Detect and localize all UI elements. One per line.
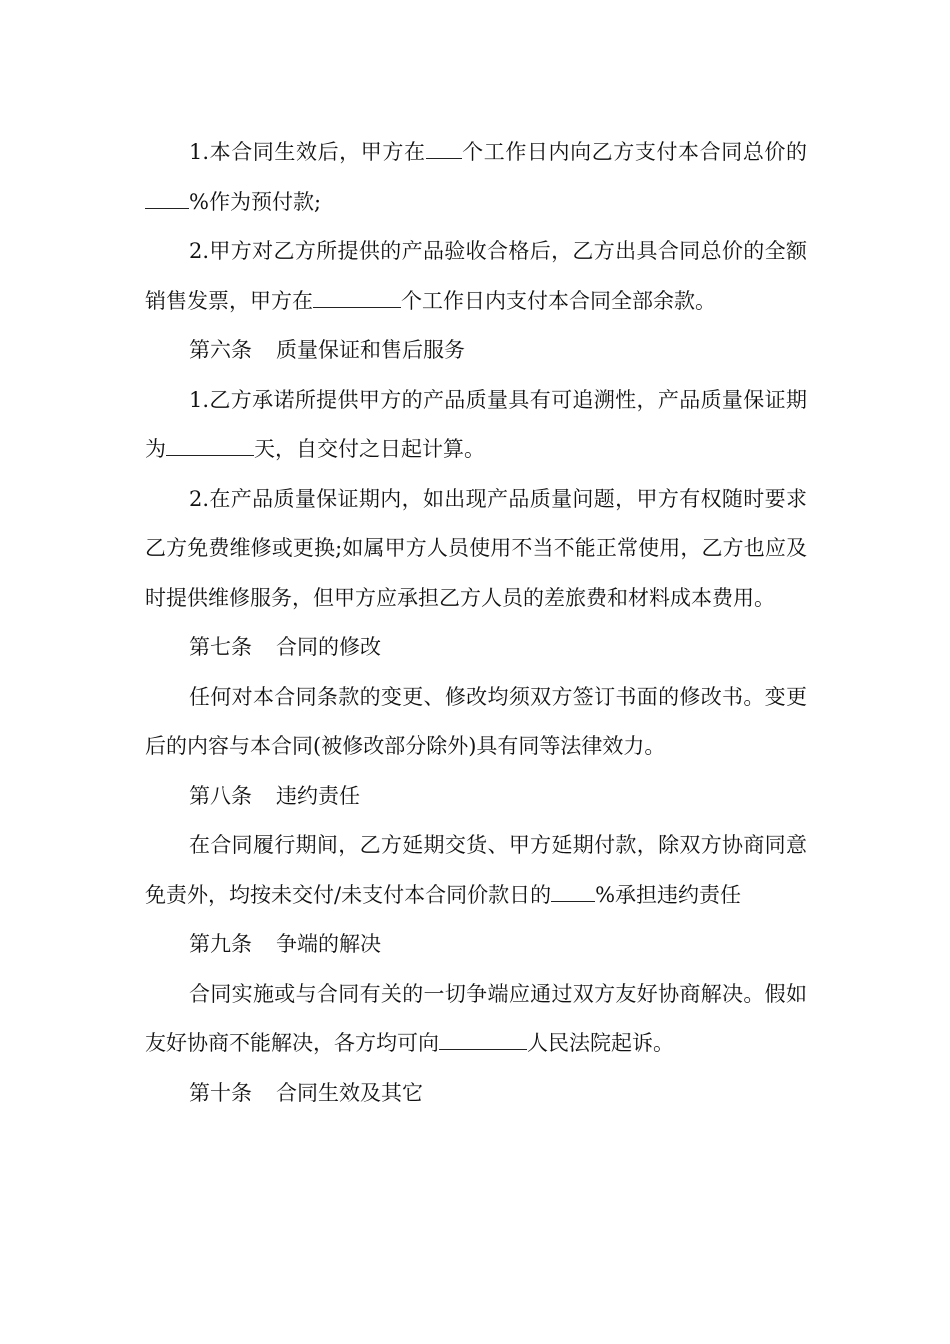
clause-text: 个工作日内支付本合同全部余款。	[401, 288, 716, 313]
article-7-heading	[145, 623, 807, 673]
clause-text: 1.本合同生效后，甲方在	[189, 140, 426, 164]
clause-text: 天，自交付之日起计算。	[254, 437, 485, 461]
article-title: 争端的解决	[276, 932, 381, 956]
clause-text: 合同实施或与合同有关的一切争端应通过双方友好协商解决。假如友好协商不能解决，各方均可向	[145, 981, 807, 1055]
article-number: 第八条	[189, 783, 252, 808]
clause-text: %承担违约责任	[595, 882, 742, 907]
fill-blank	[166, 439, 254, 456]
clause-5-2	[145, 227, 807, 326]
clause-text: 1.乙方承诺所提供甲方的产品质量具有可追溯性，产品质量保证期为	[145, 387, 807, 461]
clause-text: %作为预付款;	[189, 189, 322, 214]
article-9-heading	[145, 920, 807, 970]
fill-blank	[439, 1033, 527, 1050]
article-8-heading	[145, 772, 807, 822]
article-title: 合同生效及其它	[276, 1080, 423, 1105]
clause-text: 人民法院起诉。	[527, 1031, 674, 1055]
clause-7: 任何对本合同条款的变更、修改均须双方签订书面的修改书。变更后的内容与本合同(被修改部分除外)具有同等法律效力。	[145, 684, 807, 758]
article-title: 质量保证和售后服务	[276, 338, 465, 362]
article-title: 违约责任	[276, 783, 360, 808]
clause-9	[145, 970, 807, 1069]
article-6-heading	[145, 326, 807, 376]
article-10-heading	[145, 1069, 807, 1119]
clause-5-1	[145, 128, 807, 227]
article-number: 第七条	[189, 635, 252, 659]
clause-text: 2.甲方对乙方所提供的产品验收合格后，乙方出具合同总价的全额销售发票，甲方在	[145, 239, 807, 313]
fill-blank	[313, 291, 401, 308]
fill-blank	[551, 885, 595, 902]
article-title: 合同的修改	[276, 635, 381, 659]
article-number: 第十条	[189, 1080, 252, 1105]
clause-6-2: 2.在产品质量保证期内，如出现产品质量问题，甲方有权随时要求乙方免费维修或更换;如属甲方人员使用不当不能正常使用，乙方也应及时提供维修服务，但甲方应承担乙方人员的差旅费和材料成本费用。	[145, 486, 807, 610]
fill-blank	[145, 192, 189, 209]
clause-text: 在合同履行期间，乙方延期交货、甲方延期付款，除双方协商同意免责外，均按未交付/未支付本合同价款日的	[145, 833, 807, 907]
article-number: 第九条	[189, 932, 252, 956]
fill-blank	[426, 142, 462, 159]
contract-page	[145, 128, 807, 1118]
clause-6-1	[145, 376, 807, 475]
clause-8	[145, 821, 807, 920]
article-number: 第六条	[189, 338, 252, 362]
clause-text: 个工作日内向乙方支付本合同总价的	[461, 140, 807, 164]
